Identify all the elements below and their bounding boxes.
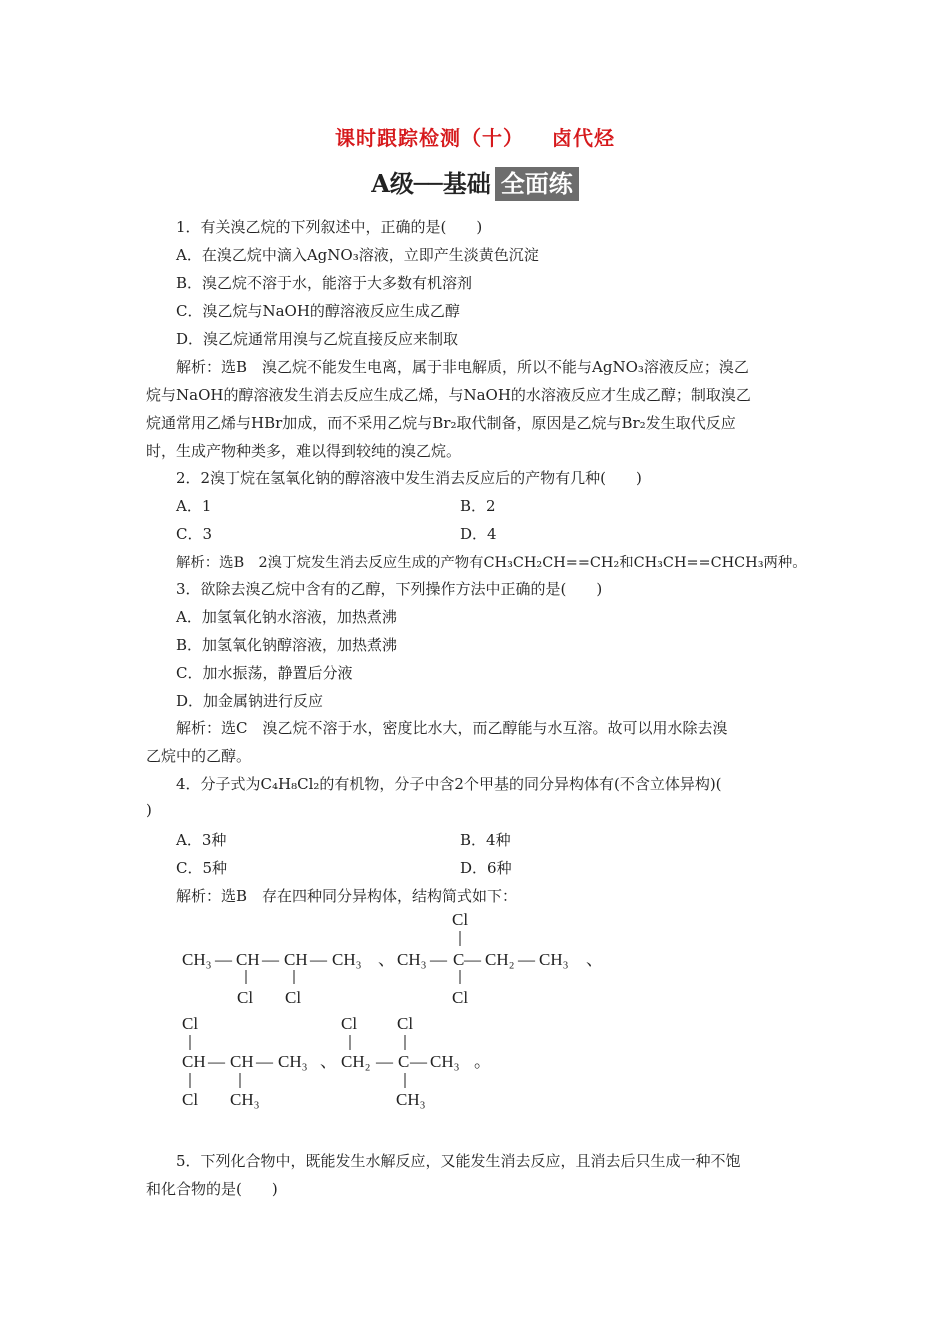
bond: — — [376, 1052, 393, 1071]
separator: 、 — [378, 950, 395, 969]
ch-group: CH — [182, 1052, 206, 1071]
q1-option-b: B．溴乙烷不溶于水，能溶于大多数有机溶剂 — [176, 274, 473, 292]
ch3-group: CH₃ — [278, 1052, 308, 1071]
cl-atom: Cl — [182, 1090, 199, 1109]
q4-option-b: B．4种 — [460, 831, 511, 849]
q5-stem: 5．下列化合物中，既能发生水解反应，又能发生消去反应，且消去后只生成一种不饱 — [176, 1152, 741, 1170]
bond: — — [410, 1052, 427, 1071]
level-box: 全面练 — [495, 167, 579, 201]
ch3-group: CH₃ — [396, 1090, 426, 1109]
ch3-group: CH₃ — [182, 950, 212, 969]
end-mark: 。 — [474, 1052, 491, 1071]
ch-group: CH — [236, 950, 260, 969]
bond: — — [256, 1052, 273, 1071]
q4-answer: 解析：选B 存在四种同分异构体，结构简式如下： — [176, 887, 518, 905]
cl-atom: Cl — [237, 988, 254, 1007]
ch3-group: CH₃ — [539, 950, 569, 969]
q4-option-d: D．6种 — [460, 859, 512, 877]
title-main: 课时跟踪检测（十） — [335, 126, 524, 150]
q3-option-c: C．加水振荡，静置后分液 — [176, 664, 353, 682]
bond: — — [464, 950, 481, 969]
ch2-group: CH₂ — [341, 1052, 371, 1071]
cl-atom: Cl — [341, 1014, 358, 1033]
q3-answer-line: 解析：选C 溴乙烷不溶于水，密度比水大，而乙醇能与水互溶。故可以用水除去溴 — [176, 719, 728, 737]
ch2-group: CH₂ — [485, 950, 515, 969]
q3-option-b: B．加氢氧化钠醇溶液，加热煮沸 — [176, 636, 398, 654]
c-atom: C — [398, 1052, 410, 1071]
cl-atom: Cl — [182, 1014, 199, 1033]
level-middle: 基础 — [442, 169, 491, 198]
separator: 、 — [586, 950, 603, 969]
q1-answer-line: 烷通常用乙烯与HBr加成，而不采用乙烷与Br₂取代制备，原因是乙烷与Br₂发生取代反应 — [146, 414, 736, 432]
bond: — — [215, 950, 232, 969]
q3-option-d: D．加金属钠进行反应 — [176, 692, 324, 710]
structure-1 — [182, 950, 362, 1007]
bond: — — [208, 1052, 225, 1071]
structure-4 — [341, 1014, 460, 1109]
structure-2 — [397, 910, 569, 1007]
bond: — — [262, 950, 279, 969]
q1-answer-line: 时，生成产物种类多，难以得到较纯的溴乙烷。 — [146, 442, 462, 460]
title-topic: 卤代烃 — [552, 126, 615, 150]
q3-stem: 3．欲除去溴乙烷中含有的乙醇，下列操作方法中正确的是( ) — [176, 580, 603, 598]
q4-option-c: C．5种 — [176, 859, 228, 877]
cl-atom: Cl — [452, 910, 469, 929]
q2-stem: 2．2溴丁烷在氢氧化钠的醇溶液中发生消去反应后的产物有几种( ) — [176, 469, 642, 487]
q2-option-a: A．1 — [176, 497, 212, 515]
q4-option-a: A．3种 — [176, 831, 227, 849]
q3-answer-line: 乙烷中的乙醇。 — [146, 747, 252, 765]
structure-3 — [182, 1014, 308, 1109]
q2-answer: 解析：选B 2溴丁烷发生消去反应生成的产物有CH₃CH₂CH==CH₂和CH₃CH==CHCH₃两种。 — [176, 555, 807, 571]
ch3-group: CH₃ — [397, 950, 427, 969]
q1-answer-line: 烷与NaOH的醇溶液发生消去反应生成乙烯，与NaOH的水溶液反应才生成乙醇；制取溴乙 — [146, 386, 751, 404]
q5-stem-cont: 和化合物的是( ) — [146, 1180, 278, 1198]
level-prefix: A级 — [371, 169, 414, 198]
bond: — — [518, 950, 535, 969]
cl-atom: Cl — [397, 1014, 414, 1033]
q3-option-a: A．加氢氧化钠水溶液，加热煮沸 — [176, 608, 397, 626]
ch3-group: CH₃ — [230, 1090, 260, 1109]
ch-group: CH — [284, 950, 308, 969]
q4-stem-cont: ) — [146, 801, 152, 819]
q2-option-b: B．2 — [460, 497, 496, 515]
cl-atom: Cl — [452, 988, 469, 1007]
q2-option-c: C．3 — [176, 525, 213, 543]
bond: — — [430, 950, 447, 969]
q1-option-a: A．在溴乙烷中滴入AgNO₃溶液，立即产生淡黄色沉淀 — [176, 246, 539, 264]
ch3-group: CH₃ — [430, 1052, 460, 1071]
level-dash: ── — [413, 169, 443, 198]
q1-option-d: D．溴乙烷通常用溴与乙烷直接反应来制取 — [176, 330, 459, 348]
q1-option-c: C．溴乙烷与NaOH的醇溶液反应生成乙醇 — [176, 302, 460, 320]
bond: — — [310, 950, 327, 969]
q1-stem: 1．有关溴乙烷的下列叙述中，正确的是( ) — [176, 218, 483, 236]
ch-group: CH — [230, 1052, 254, 1071]
q2-option-d: D．4 — [460, 525, 497, 543]
separator: 、 — [320, 1052, 337, 1071]
c-atom: C — [453, 950, 465, 969]
q4-stem: 4．分子式为C₄H₈Cl₂的有机物，分子中含2个甲基的同分异构体有(不含立体异构)( — [176, 775, 722, 793]
cl-atom: Cl — [285, 988, 302, 1007]
q1-answer-line: 解析：选B 溴乙烷不能发生电离，属于非电解质，所以不能与AgNO₃溶液反应；溴乙 — [176, 358, 749, 376]
ch3-group: CH₃ — [332, 950, 362, 969]
